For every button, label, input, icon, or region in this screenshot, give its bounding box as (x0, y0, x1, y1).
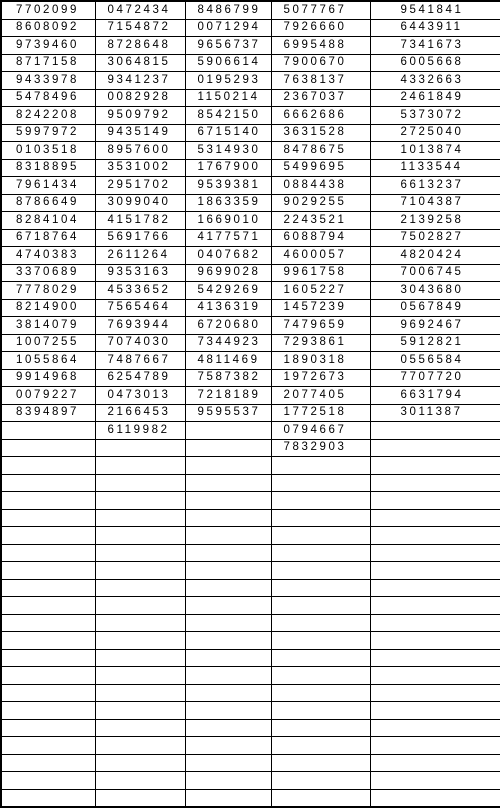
table-cell: 0071294 (185, 19, 271, 37)
table-cell (370, 422, 500, 440)
table-row (1, 597, 500, 615)
table-cell: 2725040 (370, 124, 500, 142)
table-cell: 7565464 (95, 299, 185, 317)
table-cell: 3531002 (95, 159, 185, 177)
table-cell (271, 737, 370, 755)
table-cell (271, 544, 370, 562)
table-cell (1, 737, 95, 755)
table-cell (271, 614, 370, 632)
table-cell (1, 422, 95, 440)
table-row (1, 264, 500, 282)
table-row (1, 492, 500, 510)
table-cell: 2077405 (271, 387, 370, 405)
table-cell: 1863359 (185, 194, 271, 212)
table-cell: 9914968 (1, 369, 95, 387)
table-row (1, 527, 500, 545)
table-cell: 7341673 (370, 37, 500, 55)
table-cell (1, 579, 95, 597)
table-cell: 0079227 (1, 387, 95, 405)
table-row (1, 229, 500, 247)
table-cell (1, 527, 95, 545)
table-row (1, 509, 500, 527)
table-cell (1, 597, 95, 615)
table-cell: 6720680 (185, 317, 271, 335)
table-cell: 2461849 (370, 89, 500, 107)
table-cell: 7693944 (95, 317, 185, 335)
table-cell (185, 632, 271, 650)
table-row (1, 194, 500, 212)
table-cell (185, 422, 271, 440)
table-cell: 0407682 (185, 247, 271, 265)
table-cell: 4820424 (370, 247, 500, 265)
table-cell (370, 702, 500, 720)
table-cell (185, 597, 271, 615)
table-cell: 8478675 (271, 142, 370, 160)
table-row (1, 404, 500, 422)
table-cell (370, 789, 500, 807)
table-cell (95, 614, 185, 632)
table-cell: 9961758 (271, 264, 370, 282)
table-cell (1, 474, 95, 492)
table-cell: 2367037 (271, 89, 370, 107)
table-cell: 3631528 (271, 124, 370, 142)
table-cell: 7900670 (271, 54, 370, 72)
table-cell: 6662686 (271, 107, 370, 125)
table-cell (271, 772, 370, 790)
table-cell (185, 684, 271, 702)
table-cell (370, 632, 500, 650)
table-cell (1, 562, 95, 580)
table-row (1, 614, 500, 632)
table-cell (185, 579, 271, 597)
table-cell (370, 492, 500, 510)
table-cell: 9435149 (95, 124, 185, 142)
table-cell: 3064815 (95, 54, 185, 72)
table-cell (370, 772, 500, 790)
table-cell (95, 772, 185, 790)
table-cell: 3370689 (1, 264, 95, 282)
table-cell (271, 667, 370, 685)
table-row (1, 667, 500, 685)
table-cell (95, 632, 185, 650)
table-cell: 8608092 (1, 19, 95, 37)
table-cell (271, 527, 370, 545)
table-cell (185, 562, 271, 580)
table-cell: 0556584 (370, 352, 500, 370)
table-cell (271, 719, 370, 737)
table-row (1, 72, 500, 90)
table-cell (95, 649, 185, 667)
table-cell (95, 737, 185, 755)
table-row (1, 334, 500, 352)
table-cell: 3043680 (370, 282, 500, 300)
table-cell: 1772518 (271, 404, 370, 422)
table-cell (1, 544, 95, 562)
table-cell: 4600057 (271, 247, 370, 265)
table-cell: 8542150 (185, 107, 271, 125)
table-cell (1, 684, 95, 702)
table-cell: 6995488 (271, 37, 370, 55)
table-cell: 7707720 (370, 369, 500, 387)
table-row (1, 684, 500, 702)
table-cell (370, 474, 500, 492)
table-cell: 0082928 (95, 89, 185, 107)
table-cell (1, 702, 95, 720)
table-row (1, 772, 500, 790)
table-cell: 1457239 (271, 299, 370, 317)
table-cell: 7961434 (1, 177, 95, 195)
table-cell (370, 457, 500, 475)
table-cell: 7702099 (1, 1, 95, 19)
table-cell: 7218189 (185, 387, 271, 405)
table-cell (1, 439, 95, 457)
table-row (1, 1, 500, 19)
table-cell: 8284104 (1, 212, 95, 230)
table-row (1, 159, 500, 177)
table-cell: 4811469 (185, 352, 271, 370)
table-cell: 5912821 (370, 334, 500, 352)
table-cell (95, 492, 185, 510)
table-cell (1, 754, 95, 772)
table-cell: 2611264 (95, 247, 185, 265)
table-cell (271, 562, 370, 580)
table-cell (370, 684, 500, 702)
table-cell: 5478496 (1, 89, 95, 107)
table-cell: 4151782 (95, 212, 185, 230)
table-row (1, 632, 500, 650)
table-cell: 4177571 (185, 229, 271, 247)
table-cell: 9341237 (95, 72, 185, 90)
table-row (1, 299, 500, 317)
table-cell: 3814079 (1, 317, 95, 335)
table-cell (95, 789, 185, 807)
table-cell: 1669010 (185, 212, 271, 230)
table-row (1, 737, 500, 755)
table-cell (271, 457, 370, 475)
table-cell: 6088794 (271, 229, 370, 247)
table-row (1, 142, 500, 160)
table-cell: 5997972 (1, 124, 95, 142)
table-cell: 5499695 (271, 159, 370, 177)
table-cell: 7638137 (271, 72, 370, 90)
table-cell (185, 474, 271, 492)
table-cell: 4332663 (370, 72, 500, 90)
table-cell (95, 684, 185, 702)
table-cell: 9539381 (185, 177, 271, 195)
table-cell (185, 457, 271, 475)
table-cell: 6443911 (370, 19, 500, 37)
table-cell: 0473013 (95, 387, 185, 405)
table-cell: 9699028 (185, 264, 271, 282)
table-row (1, 369, 500, 387)
table-cell (271, 649, 370, 667)
table-cell: 1605227 (271, 282, 370, 300)
table-cell (370, 509, 500, 527)
table-row (1, 719, 500, 737)
table-row (1, 19, 500, 37)
table-cell: 6631794 (370, 387, 500, 405)
table-cell: 8786649 (1, 194, 95, 212)
table-cell (271, 789, 370, 807)
table-cell (185, 737, 271, 755)
table-cell (1, 492, 95, 510)
table-cell: 6718764 (1, 229, 95, 247)
table-cell: 5906614 (185, 54, 271, 72)
table-cell: 7479659 (271, 317, 370, 335)
table-cell: 9692467 (370, 317, 500, 335)
table-cell (370, 737, 500, 755)
table-cell (1, 509, 95, 527)
table-cell (185, 789, 271, 807)
table-cell: 8394897 (1, 404, 95, 422)
table-row (1, 562, 500, 580)
table-row (1, 89, 500, 107)
table-cell (185, 772, 271, 790)
table-cell (185, 509, 271, 527)
table-cell: 2951702 (95, 177, 185, 195)
table-cell (1, 614, 95, 632)
table-cell: 7926660 (271, 19, 370, 37)
table-row (1, 177, 500, 195)
table-row (1, 352, 500, 370)
table-cell (185, 527, 271, 545)
table-cell (370, 719, 500, 737)
table-cell (95, 579, 185, 597)
table-cell (1, 772, 95, 790)
table-row (1, 754, 500, 772)
table-cell: 7778029 (1, 282, 95, 300)
table-cell: 2243521 (271, 212, 370, 230)
table-cell: 5429269 (185, 282, 271, 300)
table-cell: 1150214 (185, 89, 271, 107)
table-cell (271, 632, 370, 650)
table-cell: 9541841 (370, 1, 500, 19)
table-row (1, 317, 500, 335)
table-cell (271, 492, 370, 510)
table-cell (185, 719, 271, 737)
table-cell (271, 684, 370, 702)
table-row (1, 212, 500, 230)
table-cell: 7502827 (370, 229, 500, 247)
table-row (1, 789, 500, 807)
table-cell (185, 649, 271, 667)
table-cell (1, 457, 95, 475)
table-cell (95, 719, 185, 737)
table-cell: 1972673 (271, 369, 370, 387)
table-cell: 8957600 (95, 142, 185, 160)
table-cell: 7006745 (370, 264, 500, 282)
table-cell: 3011387 (370, 404, 500, 422)
table-cell: 5373072 (370, 107, 500, 125)
table-cell: 9595537 (185, 404, 271, 422)
table-cell: 7344923 (185, 334, 271, 352)
table-cell (370, 597, 500, 615)
table-cell (1, 632, 95, 650)
table-cell (185, 702, 271, 720)
table-cell: 4740383 (1, 247, 95, 265)
table-cell (370, 562, 500, 580)
table-cell (95, 562, 185, 580)
table-cell (185, 492, 271, 510)
table-cell: 2166453 (95, 404, 185, 422)
table-row (1, 124, 500, 142)
table-cell: 8728648 (95, 37, 185, 55)
table-cell (95, 457, 185, 475)
table-cell (370, 754, 500, 772)
table-cell: 4533652 (95, 282, 185, 300)
table-cell: 0884438 (271, 177, 370, 195)
table-cell: 7487667 (95, 352, 185, 370)
table-cell (370, 649, 500, 667)
table-row (1, 247, 500, 265)
table-row (1, 54, 500, 72)
table-cell: 3099040 (95, 194, 185, 212)
table-cell: 6005668 (370, 54, 500, 72)
table-row (1, 387, 500, 405)
table-cell (185, 439, 271, 457)
table-cell: 6613237 (370, 177, 500, 195)
table-cell (271, 597, 370, 615)
table-cell (95, 702, 185, 720)
table-cell: 9739460 (1, 37, 95, 55)
table-cell (95, 474, 185, 492)
table-cell: 8318895 (1, 159, 95, 177)
table-cell: 1055864 (1, 352, 95, 370)
table-cell (370, 439, 500, 457)
table-cell: 5691766 (95, 229, 185, 247)
table-cell (1, 719, 95, 737)
table-cell: 7104387 (370, 194, 500, 212)
table-cell: 9353163 (95, 264, 185, 282)
table-row (1, 649, 500, 667)
table-cell: 0472434 (95, 1, 185, 19)
table-row (1, 422, 500, 440)
table-cell: 7587382 (185, 369, 271, 387)
number-table-body (1, 1, 500, 807)
table-cell: 6254789 (95, 369, 185, 387)
table-cell: 7293861 (271, 334, 370, 352)
table-cell: 1767900 (185, 159, 271, 177)
table-cell: 9433978 (1, 72, 95, 90)
table-cell (185, 754, 271, 772)
table-cell: 6119982 (95, 422, 185, 440)
table-cell (370, 544, 500, 562)
table-cell (370, 527, 500, 545)
table-row (1, 107, 500, 125)
table-cell (95, 527, 185, 545)
table-cell: 7154872 (95, 19, 185, 37)
table-cell (95, 597, 185, 615)
table-cell (1, 789, 95, 807)
table-cell (1, 667, 95, 685)
table-cell: 6715140 (185, 124, 271, 142)
table-cell: 0103518 (1, 142, 95, 160)
table-cell (271, 474, 370, 492)
table-cell: 8486799 (185, 1, 271, 19)
table-row (1, 282, 500, 300)
table-cell: 5314930 (185, 142, 271, 160)
table-cell (95, 509, 185, 527)
table-cell (370, 579, 500, 597)
table-cell (185, 544, 271, 562)
table-cell: 0567849 (370, 299, 500, 317)
table-cell (95, 544, 185, 562)
table-row (1, 544, 500, 562)
table-cell: 1133544 (370, 159, 500, 177)
table-row (1, 457, 500, 475)
table-cell (95, 667, 185, 685)
table-cell (95, 754, 185, 772)
table-cell: 8214900 (1, 299, 95, 317)
table-cell: 9509792 (95, 107, 185, 125)
table-cell (370, 667, 500, 685)
table-cell: 9029255 (271, 194, 370, 212)
table-cell (271, 579, 370, 597)
table-cell: 5077767 (271, 1, 370, 19)
table-cell: 7074030 (95, 334, 185, 352)
table-row (1, 474, 500, 492)
table-cell (185, 614, 271, 632)
table-cell (95, 439, 185, 457)
table-row (1, 579, 500, 597)
table-row (1, 702, 500, 720)
table-cell: 8717158 (1, 54, 95, 72)
table-cell: 4136319 (185, 299, 271, 317)
table-cell (370, 614, 500, 632)
table-cell (271, 509, 370, 527)
table-row (1, 439, 500, 457)
table-cell (271, 754, 370, 772)
table-cell: 0794667 (271, 422, 370, 440)
table-cell: 2139258 (370, 212, 500, 230)
table-cell: 0195293 (185, 72, 271, 90)
table-cell: 8242208 (1, 107, 95, 125)
table-cell: 1890318 (271, 352, 370, 370)
table-row (1, 37, 500, 55)
table-cell: 1007255 (1, 334, 95, 352)
table-cell (271, 702, 370, 720)
table-cell (185, 667, 271, 685)
table-cell: 7832903 (271, 439, 370, 457)
table-cell: 1013874 (370, 142, 500, 160)
table-cell (1, 649, 95, 667)
table-cell: 9656737 (185, 37, 271, 55)
